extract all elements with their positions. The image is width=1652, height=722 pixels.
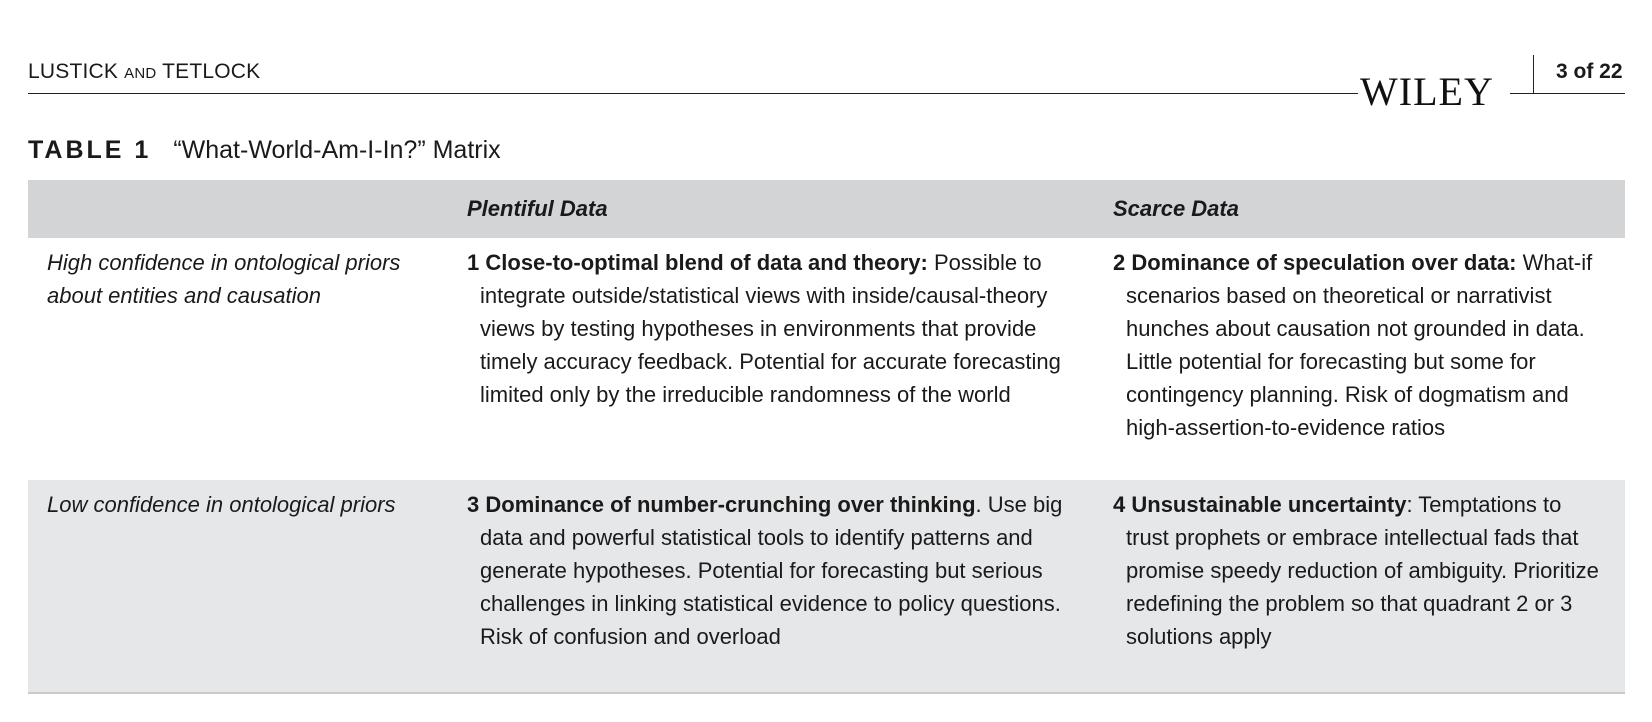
row-label-low-confidence: Low confidence in ontological priors [47,492,396,517]
table-label: TABLE 1 [28,136,152,164]
table-header-row [28,180,1625,238]
table-row [28,480,1625,694]
table-title: “What-World-Am-I-In?” Matrix [173,136,501,164]
matrix-table [28,180,1625,694]
header-cell-plentiful-data: Plentiful Data [467,196,608,221]
header-divider [1533,55,1534,93]
table-row [28,238,1625,480]
row-label-high-confidence: High confidence in ontological priors about entities and causation [47,250,401,308]
publisher-logo: WILEY [1360,69,1494,114]
quadrant-1-cell: 1 Close-to-optimal blend of data and theory: Possible to integrate outside/statistical views with inside/causal-theory views by testing hypotheses in environments that provide timely accuracy feedback. Potential for accurate forecasting limited only by the irreducible randomness of the world [467,250,1061,407]
quadrant-2-cell: 2 Dominance of speculation over data: What-if scenarios based on theoretical or narrativist hunches about causation not grounded in data. Little potential for forecasting but some for contingency planning. Risk of dogmatism and high-assertion-to-evidence ratios [1113,250,1593,440]
header-rule-right [1510,93,1625,94]
quadrant-4-cell: 4 Unsustainable uncertainty: Temptations to trust prophets or embrace intellectual fads that promise speedy reduction of ambiguity. Prioritize redefining the problem so that quadrant 2 or 3 solutions apply [1113,492,1599,649]
page-number: 3 of 22 [1556,60,1623,83]
table-caption [28,136,501,165]
header-cell-scarce-data: Scarce Data [1113,196,1239,221]
header-rule [28,93,1358,94]
quadrant-3-cell: 3 Dominance of number-crunching over thinking. Use big data and powerful statistical tools to identify patterns and generate hypotheses. Potential for forecasting but serious challenges in linking statistical evidence to policy questions. Risk of confusion and overload [467,492,1063,649]
running-head-authors: LUSTICK AND TETLOCK [28,60,261,83]
